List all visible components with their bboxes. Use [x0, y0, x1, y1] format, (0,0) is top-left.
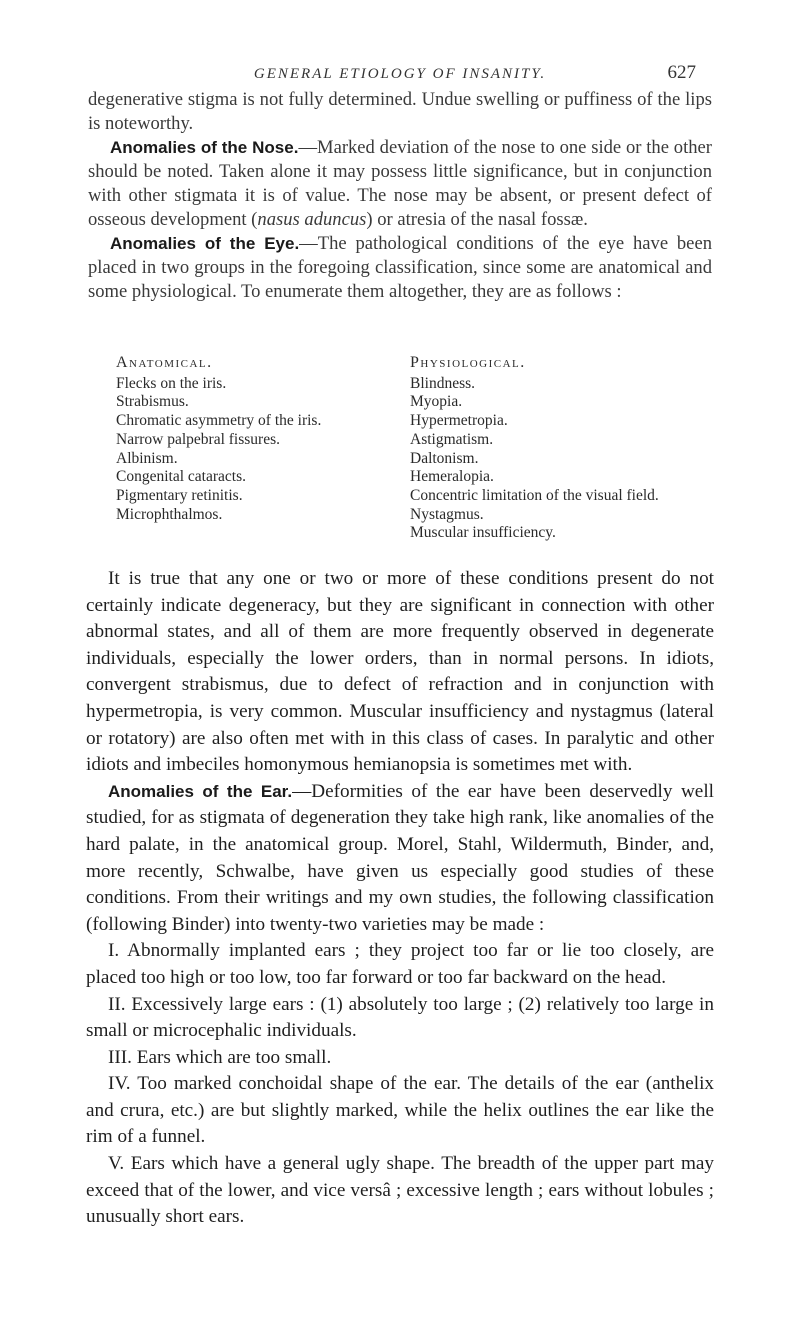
ear-variety-item: IV. Too marked conchoidal shape of the ear. The details of the ear (anthelix and crura, etc.) are but slightly marked, while the helix outlines the ear like the rim of a funnel. — [86, 1073, 714, 1148]
upper-text-block — [88, 88, 712, 304]
anatomical-column-title: Anatomical. — [116, 354, 213, 371]
anatomical-item: Flecks on the iris. — [116, 374, 227, 392]
ear-variety-item: III. Ears which are too small. — [108, 1046, 332, 1068]
lower-text-block — [86, 566, 714, 1231]
physiological-item: Nystagmus. — [410, 505, 484, 523]
anatomical-column — [116, 354, 416, 524]
anatomical-item: Congenital cataracts. — [116, 468, 246, 486]
ear-section-heading: Anomalies of the Ear. — [108, 781, 293, 801]
physiological-item: Hypermetropia. — [410, 412, 508, 430]
running-head-title: GENERAL ETIOLOGY OF INSANITY. — [253, 66, 547, 82]
anatomical-item: Microphthalmos. — [116, 505, 223, 523]
nose-italic-term: nasus aduncus — [257, 209, 367, 230]
physiological-item: Concentric limitation of the visual field. — [410, 486, 659, 504]
ear-text: —Deformities of the ear have been deservedly well studied, for as stigmata of degeneration they take high rank, like anomalies of the hard palate, in the anatomical group. Morel, Stahl, Wildermuth, Binder, and, more recently, Schwalbe, have given us especially good studies of these conditions. From their writings and my own studies, the following classification (following Binder) into twenty-two varieties may be made : — [86, 780, 714, 935]
intro-paragraph: degenerative stigma is not fully determined. Undue swelling or puffiness of the lips is noteworthy. — [88, 89, 712, 134]
physiological-item: Daltonism. — [410, 449, 479, 467]
physiological-column — [410, 354, 750, 543]
ear-paragraph — [86, 779, 714, 939]
physiological-column-title: Physiological. — [410, 354, 526, 371]
anatomical-item: Albinism. — [116, 449, 178, 467]
physiological-item: Hemeralopia. — [410, 468, 494, 486]
page-number: 627 — [667, 62, 696, 83]
eye-text: —The pathological conditions of the eye have been placed in two groups in the foregoing classification, since some are anatomical and some physiological. To enumerate them altogether, they are as follows : — [88, 233, 712, 302]
anatomical-item: Strabismus. — [116, 393, 189, 411]
physiological-item: Myopia. — [410, 393, 463, 411]
ear-variety-item: V. Ears which have a general ugly shape. The breadth of the upper part may exceed that of the lower, and vice versâ ; excessive length ; ears without lobules ; unusually short ears. — [86, 1153, 714, 1228]
nose-section-heading: Anomalies of the Nose. — [110, 138, 299, 157]
physiological-item: Astigmatism. — [410, 430, 494, 448]
anatomical-item: Chromatic asymmetry of the iris. — [116, 412, 322, 430]
nose-paragraph — [88, 136, 712, 232]
ear-variety-item: I. Abnormally implanted ears ; they project too far or lie too closely, are placed too high or too low, too far forward or too far backward on the head. — [86, 940, 714, 988]
nose-text-part-2: ) or atresia of the nasal fossæ. — [366, 209, 588, 230]
ear-variety-item: II. Excessively large ears : (1) absolutely too large ; (2) relatively too large in small or microcephalic individuals. — [86, 993, 714, 1042]
nose-text-part-1: —Marked deviation of the nose to one side or the other should be noted. Taken alone it may possess little significance, but in conjunction with other stigmata it is of value. The nose may be absent, or present defect of osseous development ( — [88, 137, 712, 230]
discussion-paragraph: It is true that any one or two or more of these conditions present do not certainly indicate degeneracy, but they are significant in connection with other abnormal states, and all of them are more frequently observed in degenerate individuals, especially the lower orders, than in normal persons. In idiots, convergent strabismus, due to defect of refraction and in conjunction with hypermetropia, is very common. Muscular insufficiency and nystagmus (lateral or rotatory) are also often met with in this class of cases. In paralytic and other idiots and imbeciles homonymous hemianopsia is sometimes met with. — [86, 568, 714, 776]
physiological-item: Muscular insufficiency. — [410, 524, 556, 542]
eye-section-heading: Anomalies of the Eye. — [110, 234, 300, 253]
eye-paragraph — [88, 232, 712, 304]
physiological-item: Blindness. — [410, 374, 476, 392]
anatomical-item: Pigmentary retinitis. — [116, 486, 243, 504]
anatomical-item: Narrow palpebral fissures. — [116, 430, 280, 448]
